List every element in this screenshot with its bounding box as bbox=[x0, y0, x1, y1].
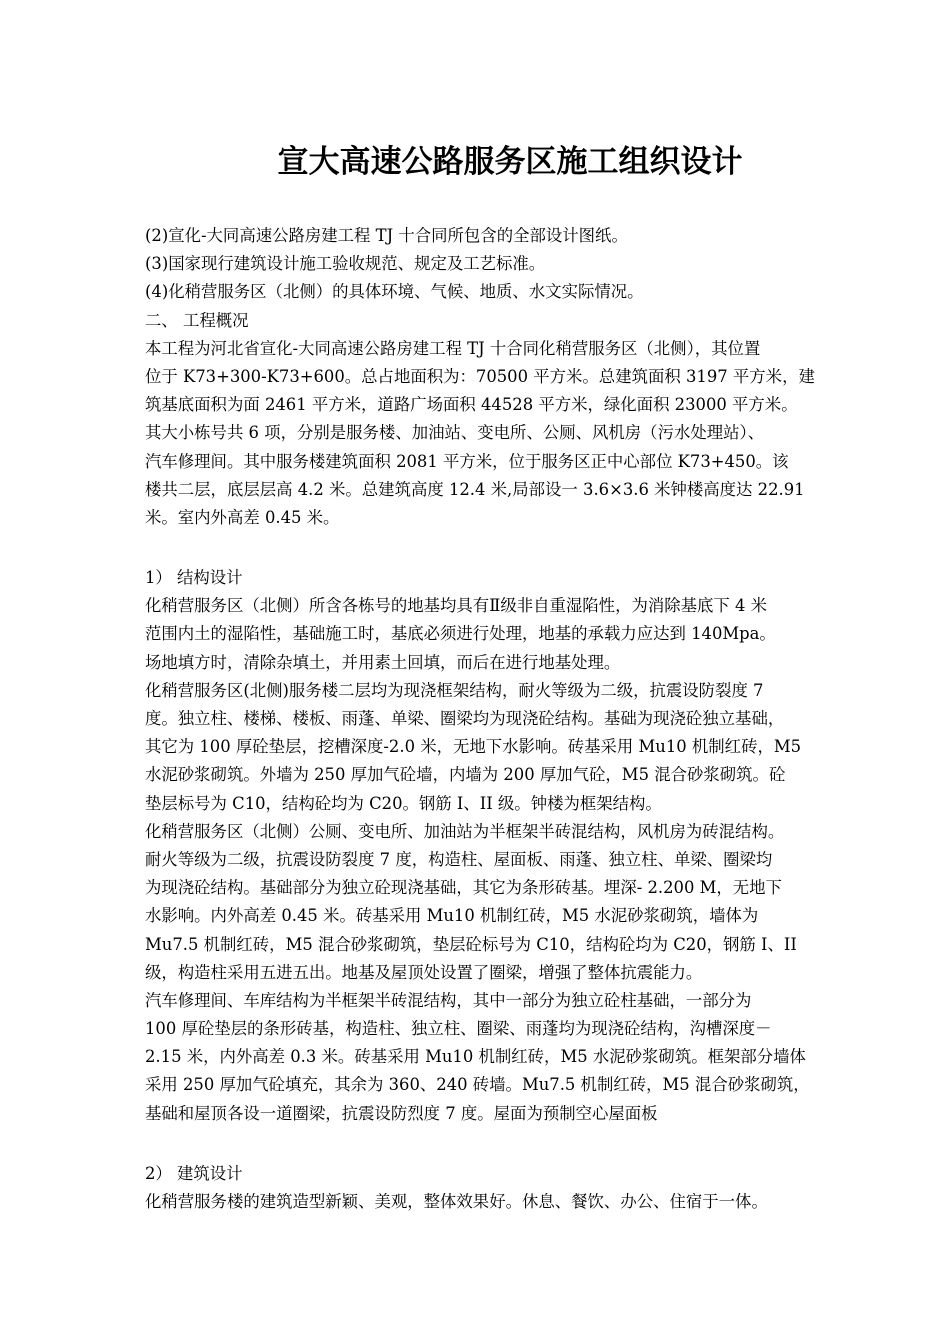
paragraph-gap bbox=[145, 1128, 905, 1160]
text-line: 汽车修理间、车库结构为半框架半砖混结构，其中一部分为独立砼柱基础，一部分为 bbox=[145, 990, 752, 1010]
text-line: 2.15 米，内外高差 0.3 米。砖基采用 Mu10 机制红砖，M5 水泥砂浆砌筑。框架部分墙体 bbox=[145, 1047, 806, 1067]
text-line: 化稍营服务区(北侧)服务楼二层均为现浇框架结构，耐火等级为二级，抗震设防裂度 7 bbox=[145, 680, 764, 700]
text-line: 度。独立柱、楼梯、楼板、雨蓬、单梁、圈梁均为现浇砼结构。基础为现浇砼独立基础， bbox=[145, 709, 785, 728]
text-line: 范围内土的湿陷性，基础施工时，基底必须进行处理，地基的承载力应达到 140Mpa。 bbox=[145, 624, 776, 644]
text-line: Mu7.5 机制红砖，M5 混合砂浆砌筑，垫层砼标号为 C10，结构砼均为 C20，钢筋 I、II bbox=[145, 934, 797, 954]
text-line: 水泥砂浆砌筑。外墙为 250 厚加气砼墙，内墙为 200 厚加气砼，M5 混合砂浆砌筑。砼 bbox=[145, 765, 786, 785]
text-line: 场地填方时，清除杂填土，并用素土回填，而后在进行地基处理。 bbox=[145, 652, 621, 672]
text-line: (3)国家现行建筑设计施工验收规范、规定及工艺标准。 bbox=[145, 254, 546, 274]
text-line: 化稍营服务楼的建筑造型新颖、美观，整体效果好。休息、餐饮、办公、住宿于一体。 bbox=[145, 1192, 768, 1211]
body-text bbox=[145, 222, 905, 1216]
text-line: 水影响。内外高差 0.45 米。砖基采用 Mu10 机制红砖，M5 水泥砂浆砌筑，墙体为 bbox=[145, 906, 759, 926]
text-line: (4)化稍营服务区（北侧）的具体环境、气候、地质、水文实际情况。 bbox=[145, 282, 644, 302]
page-title: 宣大高速公路服务区施工组织设计 bbox=[277, 144, 743, 180]
paragraph-gap bbox=[145, 532, 905, 564]
text-line: 采用 250 厚加气砼填充，其余为 360、240 砖墙。Mu7.5 机制红砖，M5 混合砂浆砌筑， bbox=[145, 1075, 810, 1095]
text-line: 化稍营服务区（北侧）公厕、变电所、加油站为半框架半砖混结构，风机房为砖混结构。 bbox=[145, 821, 785, 841]
text-line: 其它为 100 厚砼垫层，挖槽深度-2.0 米，无地下水影响。砖基采用 Mu10 机制红砖，M5 bbox=[145, 737, 802, 757]
text-line: 2） 建筑设计 bbox=[145, 1163, 243, 1183]
text-line: 垫层标号为 C10，结构砼均为 C20。钢筋 I、II 级。钟楼为框架结构。 bbox=[145, 793, 662, 813]
text-line: 楼共二层，底层层高 4.2 米。总建筑高度 12.4 米,局部设一 3.6×3.6 米钟楼高度达 22.91 bbox=[145, 479, 805, 499]
text-line: 二、 工程概况 bbox=[145, 310, 249, 330]
text-line: 米。室内外高差 0.45 米。 bbox=[145, 507, 340, 527]
text-line: 100 厚砼垫层的条形砖基，构造柱、独立柱、圈梁、雨蓬均为现浇砼结构，沟槽深度－ bbox=[145, 1019, 772, 1039]
text-line: 为现浇砼结构。基础部分为独立砼现浇基础，其它为条形砖基。埋深- 2.200 M，无地下 bbox=[145, 878, 782, 898]
text-line: 本工程为河北省宣化-大同高速公路房建工程 TJ 十合同化稍营服务区（北侧），其位置 bbox=[145, 338, 761, 358]
text-line: 级，构造柱采用五进五出。地基及屋顶处设置了圈梁，增强了整体抗震能力。 bbox=[145, 962, 703, 982]
text-line: 1） 结构设计 bbox=[145, 568, 243, 588]
text-line: 筑基底面积为面 2461 平方米，道路广场面积 44528 平方米，绿化面积 23000 平方米。 bbox=[145, 395, 798, 415]
text-line: 其大小栋号共 6 项，分别是服务楼、加油站、变电所、公厕、风机房（污水处理站）、 bbox=[145, 423, 765, 443]
text-line: 耐火等级为二级，抗震设防裂度 7 度，构造柱、屋面板、雨蓬、独立柱、单梁、圈梁均 bbox=[145, 849, 773, 869]
text-line: 化稍营服务区（北侧）所含各栋号的地基均具有Ⅱ级非自重湿陷性，为消除基底下 4 米 bbox=[145, 596, 768, 616]
text-line: 汽车修理间。其中服务楼建筑面积 2081 平方米，位于服务区正中心部位 K73+450。该 bbox=[145, 451, 789, 471]
text-line: 基础和屋顶各设一道圈梁，抗震设防烈度 7 度。屋面为预制空心屋面板 bbox=[145, 1103, 658, 1123]
text-line: (2)宣化-大同高速公路房建工程 TJ 十合同所包含的全部设计图纸。 bbox=[145, 226, 628, 245]
text-line: 位于 K73+300-K73+600。总占地面积为：70500 平方米。总建筑面积 3197 平方米，建 bbox=[145, 366, 815, 386]
